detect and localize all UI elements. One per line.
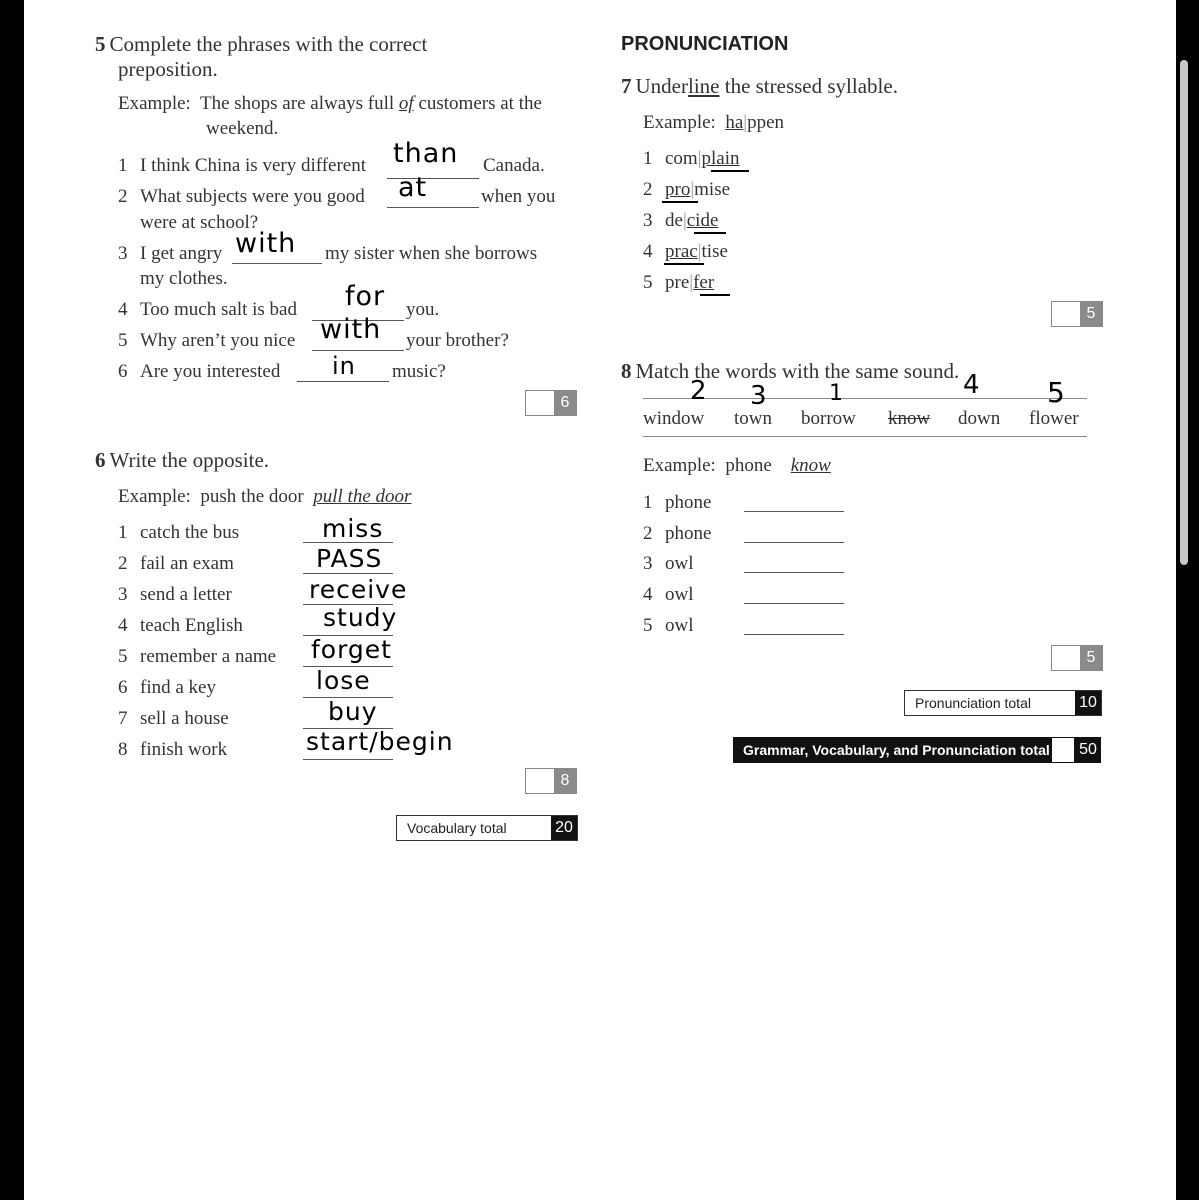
q7-item-1: 1 com|plain [643, 148, 740, 169]
item-number: 4 [643, 584, 653, 605]
handwritten-number: 5 [1047, 376, 1066, 409]
q6-answer-6: lose [316, 666, 371, 695]
item-number: 3 [118, 584, 128, 605]
q5-answer-6: in [332, 352, 356, 380]
q6-answer-7: buy [328, 697, 378, 726]
answer-line[interactable] [744, 542, 844, 543]
syllable-b: tise [701, 241, 728, 262]
q5-item-2 [118, 186, 365, 208]
q5-score: 6 [554, 391, 576, 415]
q8-title: Match the words with the same sound. [635, 359, 960, 383]
example-phrase: push the door [200, 486, 304, 507]
sound-word-window: window [643, 408, 705, 429]
item-number: 2 [118, 186, 128, 207]
item-number: 2 [118, 553, 128, 574]
item-text: find a key [140, 677, 216, 698]
syllable-a: prac [665, 241, 698, 262]
vocabulary-total-value: 20 [551, 816, 577, 840]
q7-example: Example: ha|ppen [643, 112, 784, 133]
q5-score-box [525, 390, 577, 416]
syllable-b: ppen [747, 112, 784, 133]
q6-item-8 [118, 739, 227, 761]
q6-header [95, 448, 269, 473]
q8-item-3 [643, 553, 694, 575]
handwritten-number: 4 [963, 370, 981, 400]
item-number: 1 [118, 522, 128, 543]
item-number: 4 [643, 241, 653, 262]
item-word: owl [665, 615, 694, 636]
item-number: 5 [118, 646, 128, 667]
q7-number: 7 [621, 74, 632, 98]
sound-word-town: town [734, 408, 772, 429]
item-number: 1 [643, 148, 653, 169]
item-number: 8 [118, 739, 128, 760]
q6-item-6 [118, 677, 216, 699]
answer-line [387, 207, 479, 208]
q8-item-4 [643, 584, 694, 606]
item-word: owl [665, 584, 694, 605]
q6-item-3 [118, 584, 232, 606]
answer-line [232, 263, 322, 264]
q5-item-3 [118, 243, 222, 265]
q7-title-underlined: line [687, 74, 720, 98]
sound-word-down: down [958, 408, 1001, 429]
item-text: Why aren’t you nice [140, 330, 296, 351]
q8-header [621, 359, 959, 384]
pronunciation-total-box [904, 690, 1102, 716]
sound-word-flower: flower [1029, 408, 1079, 429]
answer-line[interactable] [744, 511, 844, 512]
q6-example [118, 486, 411, 508]
q5-item-6 [118, 361, 280, 383]
syllable-b: mise [694, 179, 731, 200]
answer-line [303, 573, 393, 574]
q7-header [621, 74, 898, 99]
handwritten-number: 2 [690, 376, 708, 406]
q6-score-box [525, 768, 577, 794]
q8-score-box [1051, 645, 1103, 671]
handwritten-underline [694, 232, 726, 234]
sound-word-know: know [888, 408, 931, 429]
q5-example-line2: weekend. [206, 118, 279, 139]
q6-answer-8: start/begin [306, 727, 454, 756]
word-row-top-rule [643, 398, 1087, 399]
item-text-line2: were at school? [140, 212, 259, 233]
answer-line[interactable] [744, 572, 844, 573]
item-word: phone [665, 492, 712, 513]
q5-answer-5: with [320, 314, 382, 345]
handwritten-underline [662, 201, 698, 203]
item-text-post: you. [406, 299, 440, 320]
answer-line[interactable] [744, 634, 844, 635]
q6-item-5 [118, 646, 276, 668]
q7-title-post: the stressed syllable. [719, 74, 898, 98]
example-label: Example: [643, 112, 716, 133]
q6-answer-5: forget [311, 635, 392, 664]
answer-line [312, 350, 404, 351]
item-number: 7 [118, 708, 128, 729]
item-number: 6 [118, 677, 128, 698]
example-answer: pull the door [313, 486, 412, 507]
q8-item-5 [643, 615, 694, 637]
item-number: 5 [643, 272, 653, 293]
q7-item-5: 5 pre|fer [643, 272, 715, 293]
item-text-post: music? [392, 361, 446, 382]
example-word: phone [725, 455, 772, 476]
q8-number: 8 [621, 359, 632, 383]
q6-item-7 [118, 708, 229, 730]
pronunciation-total-value: 10 [1075, 691, 1101, 715]
item-text: remember a name [140, 646, 277, 667]
item-text: I get angry [140, 243, 223, 264]
item-text: What subjects were you good [140, 186, 365, 207]
item-word: phone [665, 523, 712, 544]
item-number: 2 [643, 179, 653, 200]
q6-title: Write the opposite. [109, 448, 270, 472]
q5-item-5 [118, 330, 295, 352]
q7-item-3: 3 de|cide [643, 210, 719, 231]
syllable-a: de [665, 210, 683, 231]
q6-answer-2: PASS [316, 544, 383, 573]
handwritten-number: 1 [829, 381, 844, 406]
item-number: 3 [643, 553, 653, 574]
syllable-b: plain [701, 148, 740, 169]
q7-item-4: 4 prac|tise [643, 241, 728, 262]
q8-example [643, 455, 831, 477]
syllable-b: cide [686, 210, 719, 231]
q8-item-1 [643, 492, 711, 514]
q5-number: 5 [95, 32, 106, 56]
sound-word-borrow: borrow [801, 408, 856, 429]
item-text: finish work [140, 739, 228, 760]
handwritten-underline [700, 294, 730, 296]
word-row-bottom-rule [643, 436, 1087, 437]
syllable-b: fer [693, 272, 715, 293]
q6-answer-1: miss [322, 514, 384, 543]
example-answer: of [398, 93, 414, 114]
q7-score: 5 [1080, 302, 1102, 326]
q5-answer-4: for [345, 281, 386, 312]
q7-score-box [1051, 301, 1103, 327]
q6-item-2 [118, 553, 234, 575]
item-text: send a letter [140, 584, 232, 605]
handwritten-underline [664, 263, 704, 265]
item-number: 5 [118, 330, 128, 351]
q6-answer-3: receive [309, 575, 408, 604]
vocabulary-total-label: Vocabulary total [407, 820, 507, 836]
item-text-post: my sister when she borrows [325, 243, 538, 264]
vocabulary-total-box [396, 815, 578, 841]
item-text: fail an exam [140, 553, 234, 574]
item-text: I think China is very different [140, 155, 367, 176]
item-text: teach English [140, 615, 243, 636]
grand-total-value: 50 [1075, 737, 1101, 763]
q6-item-1 [118, 522, 239, 544]
item-text-post: Canada. [483, 155, 545, 176]
q5-title: Complete the phrases with the correct [109, 32, 428, 56]
handwritten-underline [711, 170, 749, 172]
pronunciation-total-label: Pronunciation total [915, 695, 1031, 711]
q5-header [95, 32, 427, 57]
q5-title-line2: preposition. [118, 57, 218, 81]
example-label: Example: [643, 455, 716, 476]
q6-number: 6 [95, 448, 106, 472]
q5-example [118, 93, 542, 115]
q5-answer-2: at [398, 172, 428, 203]
item-number: 6 [118, 361, 128, 382]
syllable-a: pro [665, 179, 691, 200]
item-number: 4 [118, 299, 128, 320]
q7-title-pre: Under [635, 74, 688, 98]
grand-total-box [733, 737, 1101, 763]
syllable-a: ha [725, 112, 744, 133]
pronunciation-heading: PRONUNCIATION [621, 33, 789, 55]
item-number: 1 [118, 155, 128, 176]
handwritten-number: 3 [750, 381, 768, 411]
q5-item-1 [118, 155, 366, 177]
item-number: 5 [643, 615, 653, 636]
item-text: catch the bus [140, 522, 240, 543]
item-text-post: when you [481, 186, 556, 207]
item-number: 4 [118, 615, 128, 636]
item-number: 2 [643, 523, 653, 544]
item-word: owl [665, 553, 694, 574]
answer-line[interactable] [744, 603, 844, 604]
example-label: Example: [118, 486, 191, 507]
q8-score: 5 [1080, 646, 1102, 670]
grand-total-label: Grammar, Vocabulary, and Pronunciation total [743, 742, 1050, 758]
scrollbar[interactable] [1180, 60, 1188, 565]
q5-answer-3: with [235, 228, 297, 259]
q6-answer-4: study [323, 603, 398, 632]
syllable-a: pre [665, 272, 690, 293]
syllable-a: com [665, 148, 698, 169]
q5-answer-1: than [393, 138, 459, 169]
item-number: 3 [643, 210, 653, 231]
grand-total-score-field [1051, 737, 1075, 763]
item-text: Are you interested [140, 361, 281, 382]
item-number: 1 [643, 492, 653, 513]
q6-score: 8 [554, 769, 576, 793]
example-pre: The shops are always full [199, 93, 399, 114]
q6-item-4 [118, 615, 243, 637]
answer-line [297, 381, 389, 382]
example-post: customers at the [413, 93, 542, 114]
item-text-line2: my clothes. [140, 268, 228, 289]
example-answer: know [790, 455, 831, 476]
q8-item-2 [643, 523, 711, 545]
item-text: sell a house [140, 708, 229, 729]
q5-item-4 [118, 299, 297, 321]
example-label: Example: [118, 93, 191, 114]
q7-item-2: 2 pro|mise [643, 179, 731, 200]
answer-line [303, 759, 393, 760]
item-number: 3 [118, 243, 128, 264]
item-text: Too much salt is bad [140, 299, 297, 320]
item-text-post: your brother? [406, 330, 509, 351]
